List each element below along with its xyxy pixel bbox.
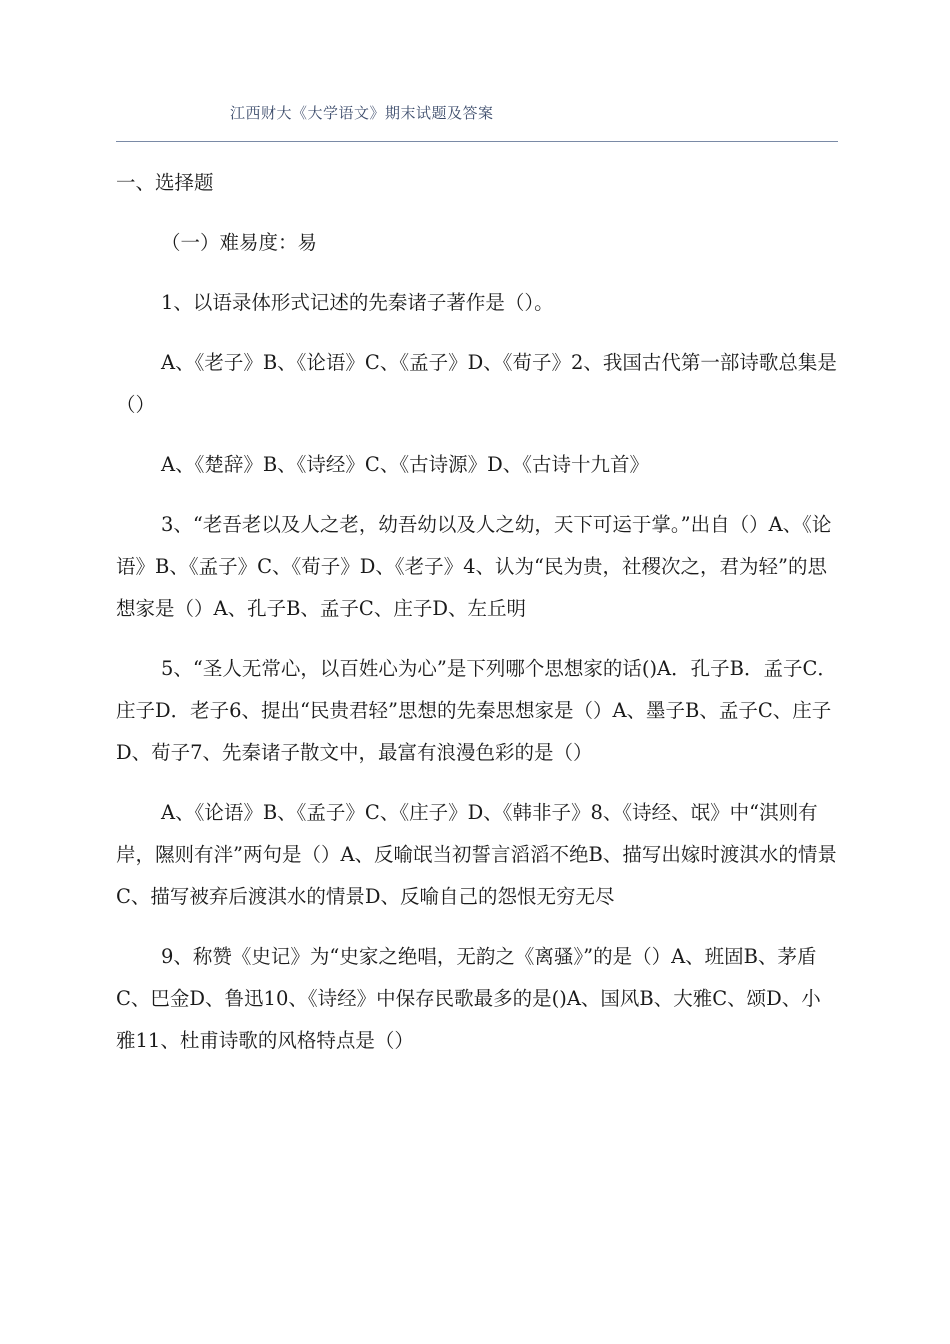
question-paragraph: A、《楚辞》B、《诗经》C、《古诗源》D、《古诗十九首》 bbox=[161, 453, 649, 476]
question-paragraph: 3、“老吾老以及人之老，幼吾幼以及人之幼，天下可运于掌。”出自（）A、《论语》B、《孟子》C、《荀子》D、《老子》4、认为“民为贵，社稷次之，君为轻”的思想家是（）A、孔子B、孟子C、庄子D、左丘明 bbox=[116, 513, 832, 620]
question-paragraph: A、《老子》B、《论语》C、《孟子》D、《荀子》2、我国古代第一部诗歌总集是（） bbox=[116, 351, 837, 416]
header-divider bbox=[116, 141, 838, 142]
question-paragraph: 9、称赞《史记》为“史家之绝唱，无韵之《离骚》”的是（）A、班固B、茅盾C、巴金D、鲁迅10、《诗经》中保存民歌最多的是()A、国风B、大雅C、颂D、小雅11、杜甫诗歌的风格特点是（） bbox=[116, 945, 821, 1052]
document-body bbox=[116, 162, 838, 1080]
question-paragraph: 5、“圣人无常心，以百姓心为心”是下列哪个思想家的话()A．孔子B．孟子C．庄子D．老子6、提出“民贵君轻”思想的先秦思想家是（）A、墨子B、孟子C、庄子D、荀子7、先秦诸子散文中，最富有浪漫色彩的是（） bbox=[116, 657, 837, 764]
question-paragraph: 1、以语录体形式记述的先秦诸子著作是（）。 bbox=[161, 291, 554, 314]
question-paragraph: A、《论语》B、《孟子》C、《庄子》D、《韩非子》8、《诗经、氓》中“淇则有岸，隰则有泮”两句是（）A、反喻氓当初誓言滔滔不绝B、描写出嫁时渡淇水的情景C、描写被弃后渡淇水的情景D、反喻自己的怨恨无穷无尽 bbox=[116, 801, 837, 908]
section-heading: 一、选择题 bbox=[116, 171, 214, 194]
document-header-title: 江西财大《大学语文》期末试题及答案 bbox=[230, 104, 494, 122]
difficulty-subheading: （一）难易度：易 bbox=[161, 231, 318, 254]
